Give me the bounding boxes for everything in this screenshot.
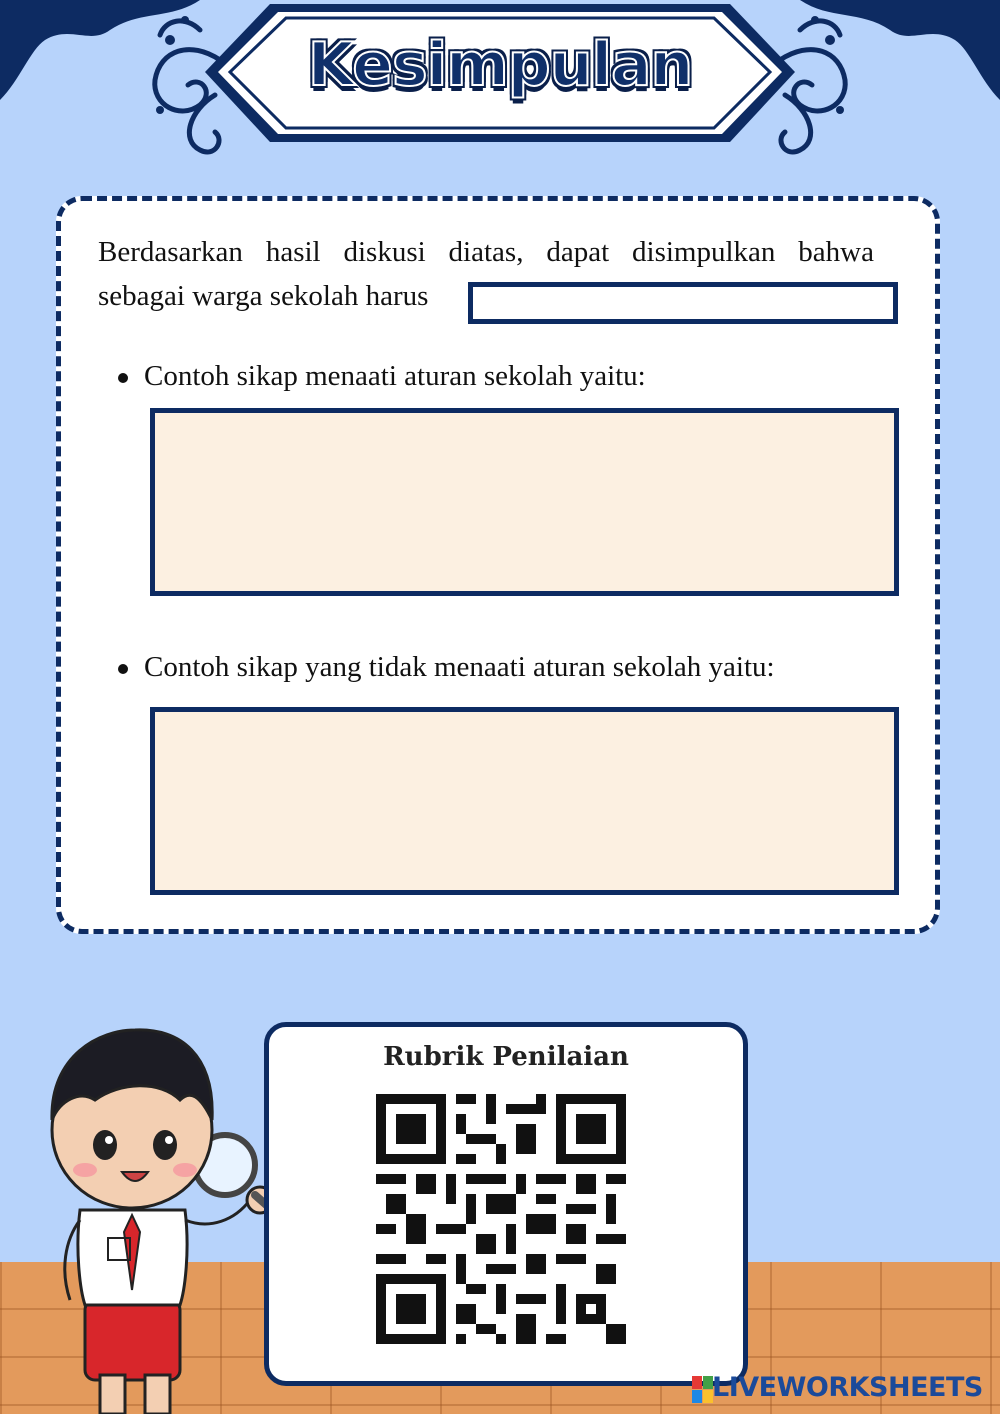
bullet-icon [118,664,128,674]
section-2-prompt [118,651,775,684]
intro-line-2: sebagai warga sekolah harus [98,280,429,312]
section-1-prompt [118,360,646,393]
rubric-qr-code[interactable] [376,1094,626,1344]
bullet-icon [118,373,128,383]
liveworksheets-watermark[interactable] [692,1372,992,1408]
page-title: Kesimpulan [307,30,693,100]
intro-line-1: Berdasarkan hasil diskusi diatas, dapat disimpulkan bahwa [98,236,874,268]
obeying-rules-answer-field[interactable] [150,408,899,596]
section-1-label: Contoh sikap menaati aturan sekolah yaitu: [144,360,646,392]
liveworksheets-logo-icon [692,1376,714,1404]
conclusion-answer-field[interactable] [468,282,898,324]
disobeying-rules-answer-field[interactable] [150,707,899,895]
rubric-title: Rubrik Penilaian [383,1042,629,1072]
watermark-text: LIVEWORKSHEETS [712,1372,983,1403]
section-2-label: Contoh sikap yang tidak menaati aturan sekolah yaitu: [144,651,775,683]
